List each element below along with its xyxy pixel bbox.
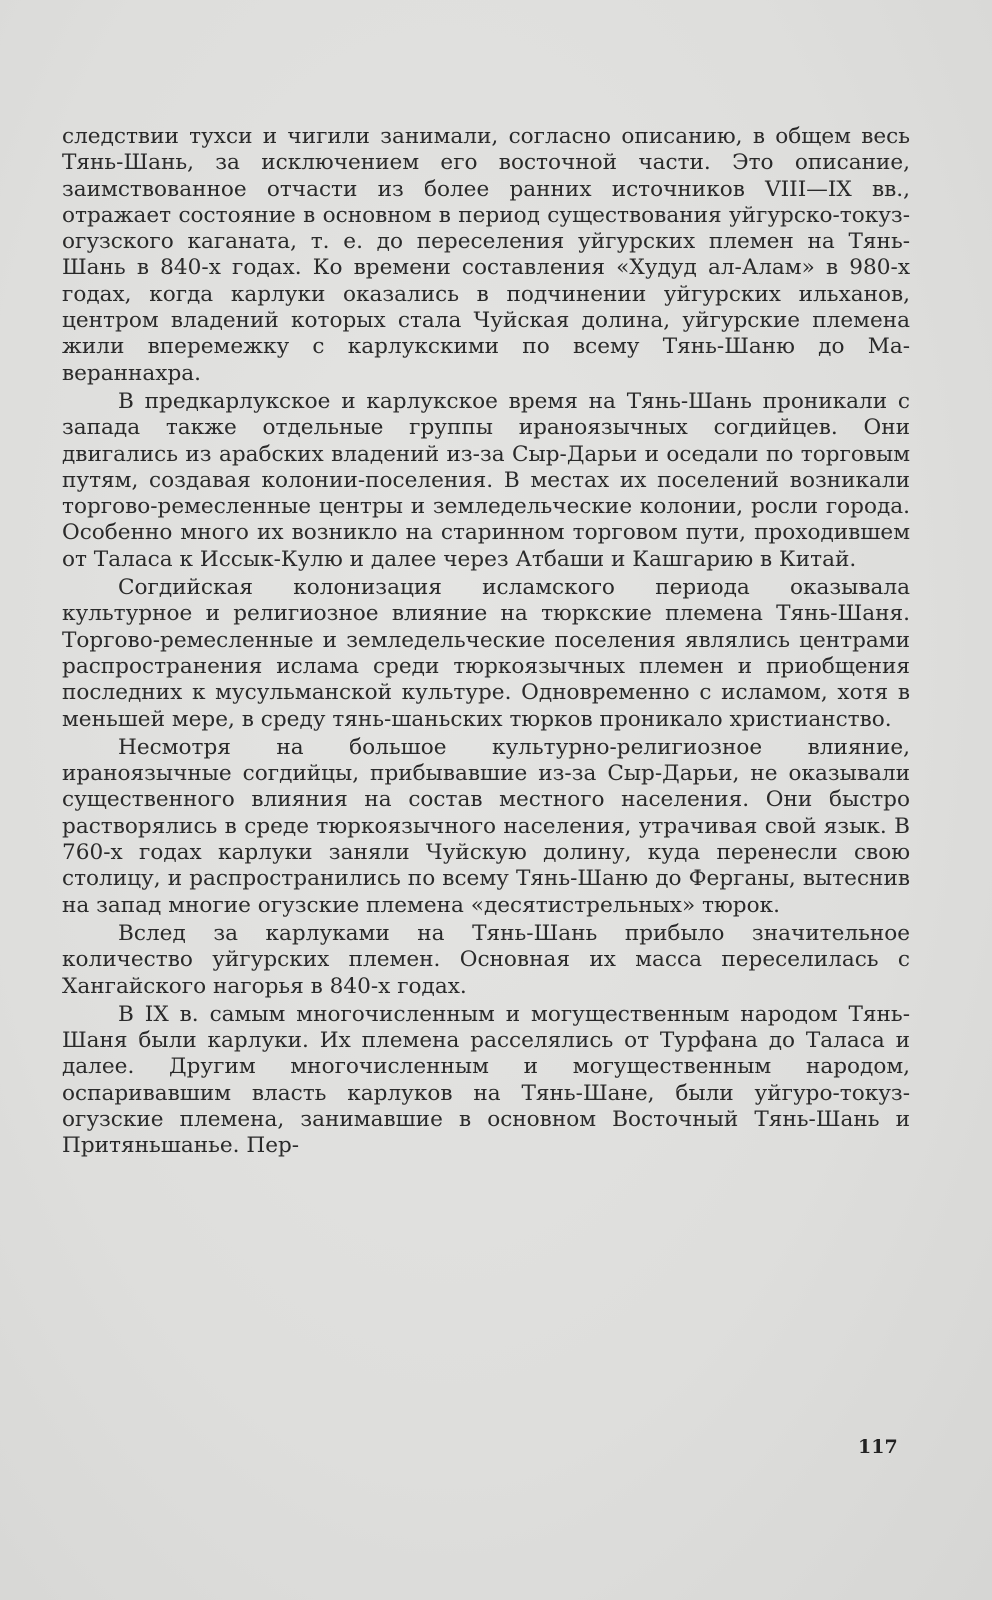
- paragraph-5: Вслед за карлуками на Тянь-Шань прибыло значительное количество уйгурских племен. Основная их масса переселилась с Хангайского нагорья в 840-х годах.: [62, 920, 910, 999]
- paragraph-3: Согдийская колонизация исламского периода оказывала культурное и религиозное влияние на тюркские племена Тянь-Шаня. Торгово-ремесленные и земледельческие поселения являлись центрами распространения ислама среди тюркоязычных племен и приобщения последних к мусульманской культуре. Одновременно с исламом, хотя в меньшей мере, в среду тянь-шаньских тюрков проникало христианство.: [62, 575, 910, 732]
- paragraph-6: В IX в. самым многочисленным и могущественным народом Тянь-Шаня были карлуки. Их племена расселялись от Турфана до Таласа и далее. Другим многочисленным и могущественным народом, оспаривавшим власть карлуков на Тянь-Шане, были уйгуро-токуз-огузские племена, занимавшие в основном Восточный Тянь-Шань и Притяньшанье. Пер-: [62, 1001, 910, 1159]
- paragraph-4: Несмотря на большое культурно-религиозное влияние, ираноязычные согдийцы, прибывавшие из-за Сыр-Дарьи, не оказывали существенного влияния на состав местного населения. Они быстро растворялись в среде тюркоязычного населения, утрачивая свой язык. В 760-х годах карлуки заняли Чуйскую долину, куда перенесли свою столицу, и распространились по всему Тянь-Шаню до Ферганы, вытеснив на запад многие огузские племена «десятистрельных» тюрок.: [62, 734, 910, 918]
- page-number: 117: [858, 1436, 898, 1458]
- paragraph-2: В предкарлукское и карлукское время на Тянь-Шань проникали с запада также отдельные группы ираноязычных согдийцев. Они двигались из арабских владений из-за Сыр-Дарьи и оседали по торговым путям, создавая колонии-поселения. В местах их поселений возникали торгово-ремесленные центры и земледельческие колонии, росли города. Особенно много их возникло на старинном торговом пути, проходившем от Таласа к Иссык-Кулю и далее через Атбаши и Кашгарию в Китай.: [62, 388, 910, 572]
- body-text: [62, 124, 910, 1160]
- paragraph-1: следствии тухси и чигили занимали, согласно описанию, в общем весь Тянь-Шань, за исключением его восточной части. Это описание, заимствованное отчасти из более ранних источников VIII—IX вв., отражает состояние в основном в период существования уйгурско-токуз-огузского каганата, т. е. до переселения уйгурских племен на Тянь-Шань в 840-х годах. Ко времени составления «Худуд ал-Алам» в 980-х годах, когда карлуки оказались в подчинении уйгурских ильханов, центром владений которых стала Чуйская долина, уйгурские племена жили вперемежку с карлукскими по всему Тянь-Шаню до Мавераннахра.: [62, 124, 910, 386]
